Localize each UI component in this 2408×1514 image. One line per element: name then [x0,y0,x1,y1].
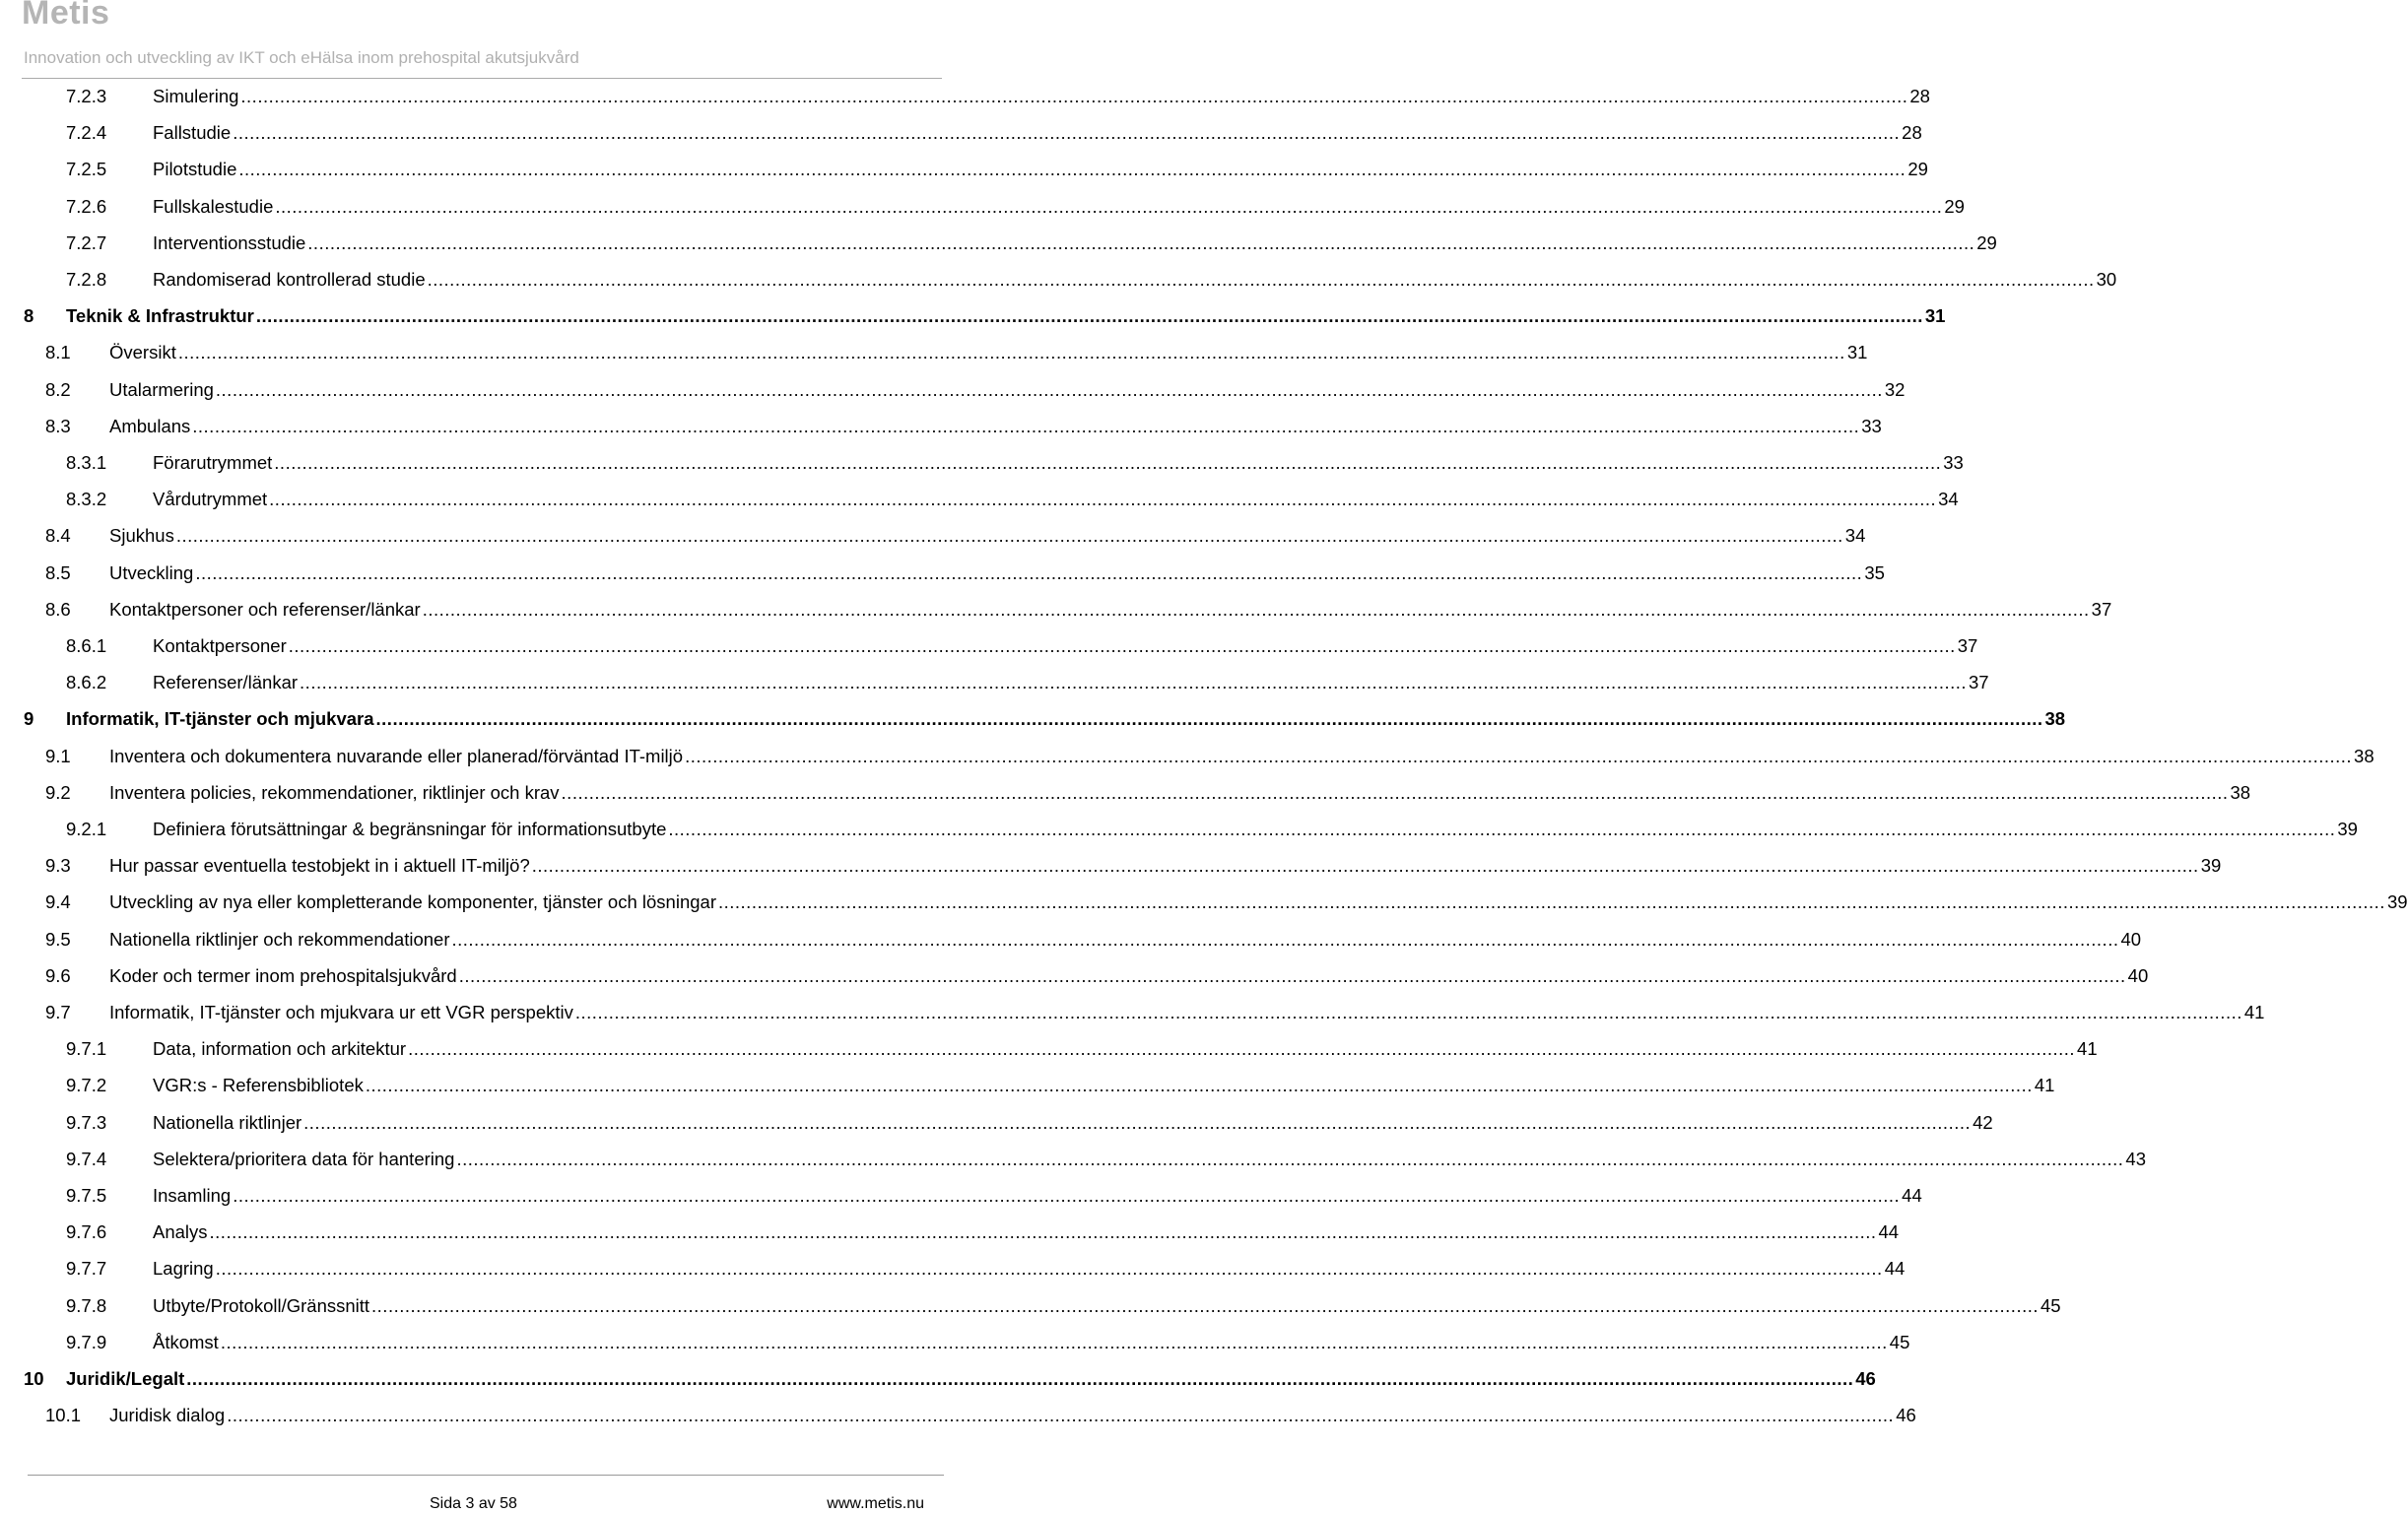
toc-dot-leader: ............................................................................................................................................................................................................................................................................................................ [371,1294,2039,1316]
toc-entry-number: 10.1 [45,1405,82,1426]
toc-entry-number: 8.6 [45,598,71,620]
toc-entry-page: 38 [2044,708,2066,730]
toc-entry[interactable] [0,559,1885,588]
toc-entry[interactable] [0,448,1964,478]
toc-entry[interactable] [0,1071,2055,1100]
toc-dot-leader: ............................................................................................................................................................................................................................................................................................................ [307,231,1975,253]
toc-entry-title: Selektera/prioritera data för hantering [153,1148,455,1169]
toc-entry[interactable] [0,1328,1910,1357]
toc-entry[interactable] [0,301,1946,331]
footer-page-number: Sida 3 av 58 [430,1495,517,1512]
toc-entry-page: 38 [2230,781,2251,803]
toc-entry[interactable] [0,1145,2146,1174]
toc-entry-title: Data, information och arkitektur [153,1038,407,1060]
toc-entry-title: Fullskalestudie [153,195,274,217]
toc-entry-title: Översikt [109,342,176,363]
toc-entry-number: 7.2.3 [66,86,107,106]
toc-entry-page: 44 [1878,1221,1900,1243]
toc-entry[interactable] [0,265,2117,295]
toc-dot-leader: ............................................................................................................................................................................................................................................................................................................ [531,855,2199,877]
toc-entry-title: Definiera förutsättningar & begränsningar för informationsutbyte [153,819,667,839]
toc-dot-leader: ............................................................................................................................................................................................................................................................................................................ [255,305,1923,327]
toc-entry-title: Hur passar eventuella testobjekt in i aktuell IT-miljö? [109,855,530,877]
toc-entry-title: Förarutrymmet [153,452,273,473]
page-header [0,0,946,81]
toc-entry-page: 45 [2040,1294,2061,1316]
toc-entry[interactable] [0,338,1868,367]
toc-entry-number: 7.2.6 [66,195,107,217]
toc-entry[interactable] [0,631,1978,661]
toc-entry-number: 8.6.2 [66,672,107,693]
toc-entry-number: 8.3.1 [66,452,107,473]
toc-entry-number: 8.4 [45,525,71,547]
toc-entry-page: 39 [2200,855,2222,877]
toc-entry-number: 8.6.1 [66,635,107,656]
toc-dot-leader: ............................................................................................................................................................................................................................................................................................................ [215,1258,1883,1280]
toc-entry[interactable] [0,815,2358,844]
toc-entry-number: 8.3.2 [66,489,107,510]
toc-entry-number: 9 [24,708,34,730]
toc-entry-number: 9.7.4 [66,1148,107,1169]
toc-entry[interactable] [0,925,2142,954]
toc-dot-leader: ............................................................................................................................................................................................................................................................................................................ [192,415,1860,436]
toc-entry-number: 9.7.6 [66,1221,107,1243]
toc-entry-page: 38 [2354,745,2375,766]
toc-entry-page: 37 [1969,672,1989,693]
toc-entry-title: Informatik, IT-tjänster och mjukvara [66,708,374,730]
toc-dot-leader: ............................................................................................................................................................................................................................................................................................................ [274,452,1942,473]
toc-entry-page: 31 [1924,305,1946,327]
toc-dot-leader: ............................................................................................................................................................................................................................................................................................................ [427,269,2095,290]
toc-dot-leader: ............................................................................................................................................................................................................................................................................................................ [240,86,1908,106]
toc-entry-page: 33 [1861,415,1882,436]
toc-entry-number: 9.4 [45,891,71,913]
toc-entry-page: 41 [2034,1075,2055,1096]
toc-entry-page: 39 [2337,819,2358,839]
toc-entry-title: Randomiserad kontrollerad studie [153,269,426,290]
toc-entry-number: 7.2.5 [66,159,107,180]
toc-entry[interactable] [0,521,1866,551]
toc-entry-title: Inventera policies, rekommendationer, riktlinjer och krav [109,781,560,803]
toc-entry-page: 32 [1884,378,1906,400]
toc-entry[interactable] [0,742,2375,771]
toc-entry-number: 9.1 [45,745,71,766]
toc-entry-page: 34 [1844,525,1866,547]
toc-entry[interactable] [0,704,2066,734]
toc-entry-number: 9.7.2 [66,1075,107,1096]
toc-entry[interactable] [0,778,2251,808]
toc-entry[interactable] [0,375,1906,405]
toc-entry-number: 9.7.5 [66,1185,107,1206]
toc-entry-page: 29 [1907,159,1928,180]
toc-entry-page: 37 [2091,598,2112,620]
header-divider [22,78,942,79]
toc-entry[interactable] [0,851,2222,881]
toc-entry-number: 9.7.8 [66,1294,107,1316]
toc-entry[interactable] [0,961,2149,991]
toc-dot-leader: ............................................................................................................................................................................................................................................................................................................ [288,635,1956,656]
toc-dot-leader: ............................................................................................................................................................................................................................................................................................................ [365,1075,2033,1096]
toc-dot-leader: ............................................................................................................................................................................................................................................................................................................ [422,598,2090,620]
toc-entry-number: 9.7.1 [66,1038,107,1060]
toc-entry-number: 9.2 [45,781,71,803]
toc-entry-number: 8.2 [45,378,71,400]
toc-dot-leader: ............................................................................................................................................................................................................................................................................................................ [717,891,2385,913]
toc-dot-leader: ............................................................................................................................................................................................................................................................................................................ [574,1002,2242,1022]
toc-entry-title: Teknik & Infrastruktur [66,305,254,327]
toc-entry-title: Koder och termer inom prehospitalsjukvård [109,964,457,986]
toc-dot-leader: ............................................................................................................................................................................................................................................................................................................ [375,708,2043,730]
toc-entry-title: Nationella riktlinjer [153,1111,302,1133]
toc-dot-leader: ............................................................................................................................................................................................................................................................................................................ [233,1185,1901,1206]
toc-entry-page: 40 [2120,928,2142,950]
toc-entry-page: 33 [1943,452,1964,473]
toc-dot-leader: ............................................................................................................................................................................................................................................................................................................ [300,672,1968,693]
toc-entry-title: Vårdutrymmet [153,489,268,510]
toc-entry-title: Ambulans [109,415,191,436]
toc-entry[interactable] [0,668,1989,697]
toc-entry[interactable] [0,1401,1916,1430]
toc-entry-page: 31 [1846,342,1868,363]
toc-entry-title: Analys [153,1221,208,1243]
toc-entry-title: Pilotstudie [153,159,237,180]
toc-entry-number: 9.7.9 [66,1331,107,1352]
toc-entry-title: VGR:s - Referensbibliotek [153,1075,364,1096]
toc-entry-title: Juridisk dialog [109,1405,226,1426]
toc-entry-number: 9.7.3 [66,1111,107,1133]
toc-entry-page: 40 [2127,964,2149,986]
toc-entry[interactable] [0,595,2112,625]
toc-entry-title: Utbyte/Protokoll/Gränssnitt [153,1294,370,1316]
toc-entry[interactable] [0,1254,1906,1284]
toc-dot-leader: ............................................................................................................................................................................................................................................................................................................ [233,122,1901,144]
toc-entry-number: 8.1 [45,342,71,363]
toc-entry-page: 45 [1889,1331,1910,1352]
toc-entry[interactable] [0,888,2408,917]
toc-dot-leader: ............................................................................................................................................................................................................................................................................................................ [209,1221,1877,1243]
toc-entry[interactable] [0,1034,2098,1064]
toc-entry-page: 41 [2243,1002,2265,1022]
toc-dot-leader: ............................................................................................................................................................................................................................................................................................................ [458,964,2126,986]
toc-entry[interactable] [0,1108,1993,1138]
toc-dot-leader: ............................................................................................................................................................................................................................................................................................................ [238,159,1906,180]
toc-entry[interactable] [0,155,1928,184]
toc-entry-title: Fallstudie [153,122,232,144]
toc-entry[interactable] [0,1291,2061,1321]
toc-entry-number: 8.3 [45,415,71,436]
toc-entry-title: Kontaktpersoner [153,635,287,656]
toc-entry-title: Utveckling av nya eller kompletterande komponenter, tjänster och lösningar [109,891,716,913]
toc-entry-title: Informatik, IT-tjänster och mjukvara ur ett VGR perspektiv [109,1002,573,1022]
toc-entry-page: 44 [1884,1258,1906,1280]
toc-dot-leader: ............................................................................................................................................................................................................................................................................................................ [451,928,2119,950]
toc-dot-leader: ............................................................................................................................................................................................................................................................................................................ [220,1331,1888,1352]
footer-divider [28,1475,944,1476]
toc-entry-title: Nationella riktlinjer och rekommendationer [109,928,450,950]
toc-entry-title: Kontaktpersoner och referenser/länkar [109,598,421,620]
toc-entry-page: 43 [2125,1148,2146,1169]
toc-entry-number: 8.5 [45,561,71,583]
toc-entry-number: 9.7.7 [66,1258,107,1280]
toc-dot-leader: ............................................................................................................................................................................................................................................................................................................ [175,525,1843,547]
toc-entry-title: Referenser/länkar [153,672,299,693]
toc-entry[interactable] [0,1364,1876,1394]
toc-dot-leader: ............................................................................................................................................................................................................................................................................................................ [275,195,1943,217]
toc-entry-title: Utveckling [109,561,194,583]
toc-entry-page: 39 [2386,891,2408,913]
toc-dot-leader: ............................................................................................................................................................................................................................................................................................................ [456,1148,2124,1169]
toc-entry-page: 37 [1957,635,1978,656]
toc-dot-leader: ............................................................................................................................................................................................................................................................................................................ [195,561,1863,583]
toc-entry[interactable] [0,485,1959,514]
toc-entry-page: 35 [1864,561,1885,583]
toc-dot-leader: ............................................................................................................................................................................................................................................................................................................ [227,1405,1895,1426]
toc-entry-number: 8 [24,305,34,327]
toc-entry-number: 7.2.4 [66,122,107,144]
toc-entry-title: Sjukhus [109,525,174,547]
toc-dot-leader: ............................................................................................................................................................................................................................................................................................................ [685,745,2353,766]
toc-entry[interactable] [0,412,1882,441]
toc-entry-number: 7.2.7 [66,231,107,253]
toc-entry[interactable] [0,82,1930,111]
toc-dot-leader: ............................................................................................................................................................................................................................................................................................................ [215,378,1883,400]
toc-entry-title: Insamling [153,1185,232,1206]
toc-entry-number: 7.2.8 [66,269,107,290]
toc-entry-page: 29 [1976,231,1997,253]
toc-entry[interactable] [0,229,1997,258]
toc-dot-leader: ............................................................................................................................................................................................................................................................................................................ [186,1368,1854,1389]
toc-entry-page: 28 [1902,122,1922,144]
toc-dot-leader: ............................................................................................................................................................................................................................................................................................................ [269,489,1937,510]
toc-entry-number: 10 [24,1368,44,1389]
toc-entry-title: Inventera och dokumentera nuvarande eller planerad/förväntad IT-miljö [109,745,684,766]
toc-entry-page: 44 [1902,1185,1922,1206]
toc-entry-number: 9.6 [45,964,71,986]
toc-entry-number: 9.5 [45,928,71,950]
toc-entry[interactable] [0,118,1922,148]
toc-dot-leader: ............................................................................................................................................................................................................................................................................................................ [408,1038,2076,1060]
toc-entry[interactable] [0,998,2265,1027]
toc-entry-page: 28 [1909,86,1930,106]
toc-entry-title: Åtkomst [153,1331,219,1352]
toc-entry-page: 30 [2096,269,2117,290]
toc-entry-number: 9.2.1 [66,819,107,839]
toc-entry-page: 46 [1855,1368,1876,1389]
toc-entry-page: 42 [1973,1111,1993,1133]
toc-entry-page: 34 [1938,489,1959,510]
toc-entry-number: 9.7 [45,1002,71,1022]
footer-website: www.metis.nu [827,1495,924,1512]
toc-entry[interactable] [0,1218,1900,1247]
toc-entry[interactable] [0,192,1965,222]
toc-dot-leader: ............................................................................................................................................................................................................................................................................................................ [668,819,2336,839]
toc-entry-title: Simulering [153,86,239,106]
toc-entry-number: 9.3 [45,855,71,877]
toc-entry-page: 46 [1896,1405,1916,1426]
toc-entry-title: Lagring [153,1258,214,1280]
toc-entry-page: 41 [2077,1038,2098,1060]
toc-entry-page: 29 [1944,195,1965,217]
toc-entry-title: Interventionsstudie [153,231,306,253]
toc-entry-title: Juridik/Legalt [66,1368,185,1389]
header-tagline: Innovation och utveckling av IKT och eHälsa inom prehospital akutsjukvård [24,48,579,67]
toc-dot-leader: ............................................................................................................................................................................................................................................................................................................ [177,342,1845,363]
brand-logo: Metis [22,0,110,32]
toc-dot-leader: ............................................................................................................................................................................................................................................................................................................ [303,1111,1972,1133]
toc-entry-title: Utalarmering [109,378,214,400]
toc-entry[interactable] [0,1181,1922,1211]
toc-dot-leader: ............................................................................................................................................................................................................................................................................................................ [561,781,2229,803]
